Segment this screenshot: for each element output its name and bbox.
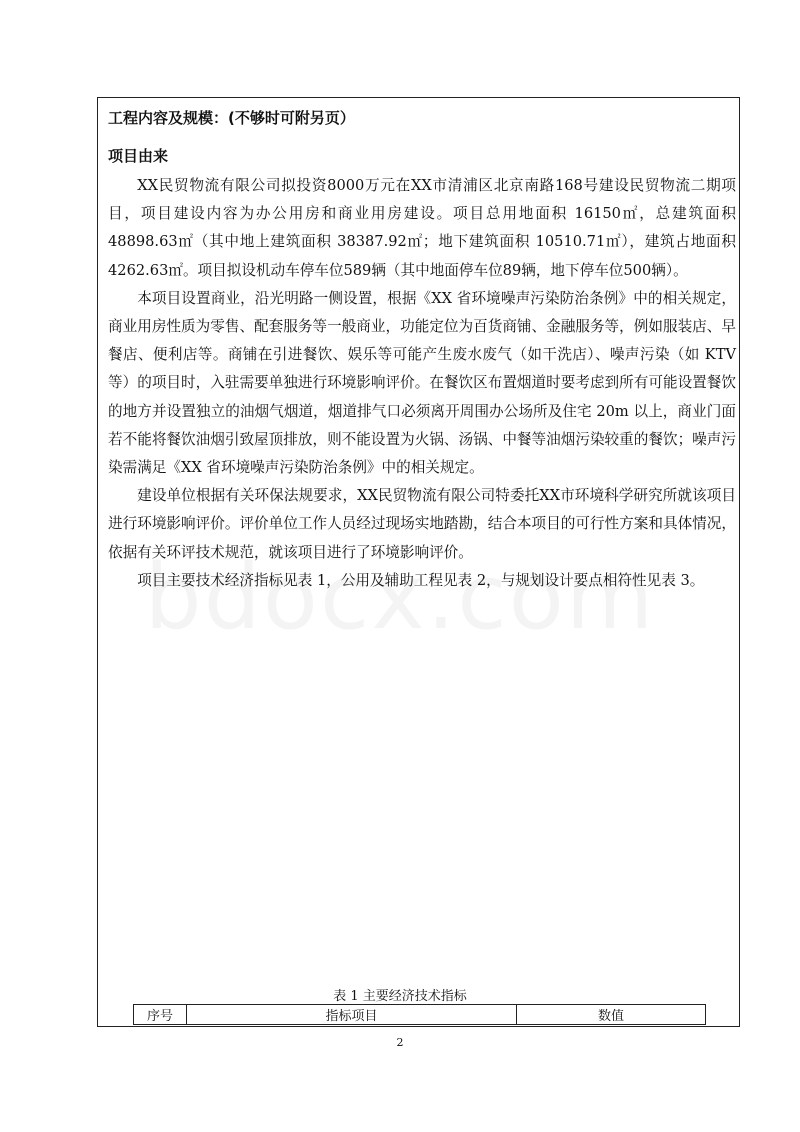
paragraph-assessment: 建设单位根据有关环保法规要求，XX民贸物流有限公司特委托XX市环境科学研究所就该项目进行环境影响评价。评价单位工作人员经过现场实地踏勘，结合本项目的可行性方案和具体情况，依据有关环评技术规范，就该项目进行了环境影响评价。 xyxy=(108,487,736,561)
sub-title: 项目由来 xyxy=(108,147,169,165)
page-number: 2 xyxy=(396,1036,404,1049)
indicator-table xyxy=(133,1004,706,1025)
header-cell-value: 数值 xyxy=(517,1005,706,1025)
header-cell-item: 指标项目 xyxy=(187,1005,517,1025)
paragraph-commercial: 本项目设置商业，沿光明路一侧设置，根据《XX 省环境噪声污染防治条例》中的相关规定，商业用房性质为零售、配套服务等一般商业，功能定位为百货商铺、金融服务等，例如服装店、早餐店、便利店等。商铺在引进餐饮、娱乐等可能产生废水废气（如干洗店）、噪声污染（如 KTV 等）的项目时，入驻需要单独进行环境影响评价。在餐饮区布置烟道时要考虑到所有可能设置餐饮的地方并设置独立的油烟气烟道，烟道排气口必须离开周围办公场所及住宅 20m 以上，商业门面若不能将餐饮油烟引致屋顶排放，则不能设置为火锅、汤锅、中餐等油烟污染较重的餐饮；噪声污染需满足《XX 省环境噪声污染防治条例》中的相关规定。 xyxy=(108,289,736,477)
paragraph-project-origin: XX民贸物流有限公司拟投资8000万元在XX市清浦区北京南路168号建设民贸物流二期项目，项目建设内容为办公用房和商业用房建设。项目总用地面积 16150㎡，总建筑面积 48898.63㎡（其中地上建筑面积 38387.92㎡；地下建筑面积 10510.71㎡），建筑占地面积 4262.63㎡。项目拟设机动车停车位589辆（其中地面停车位89辆，地下停车位500辆）。 xyxy=(108,177,736,279)
body-text xyxy=(108,172,736,595)
table-caption: 表 1 主要经济技术指标 xyxy=(333,989,467,1004)
table-header-row xyxy=(134,1005,706,1025)
paragraph-table-refs: 项目主要技术经济指标见表 1，公用及辅助工程见表 2，与规划设计要点相符性见表 3。 xyxy=(137,571,705,589)
section-title: 工程内容及规模：(不够时可附另页） xyxy=(108,109,355,127)
header-cell-index: 序号 xyxy=(134,1005,187,1025)
